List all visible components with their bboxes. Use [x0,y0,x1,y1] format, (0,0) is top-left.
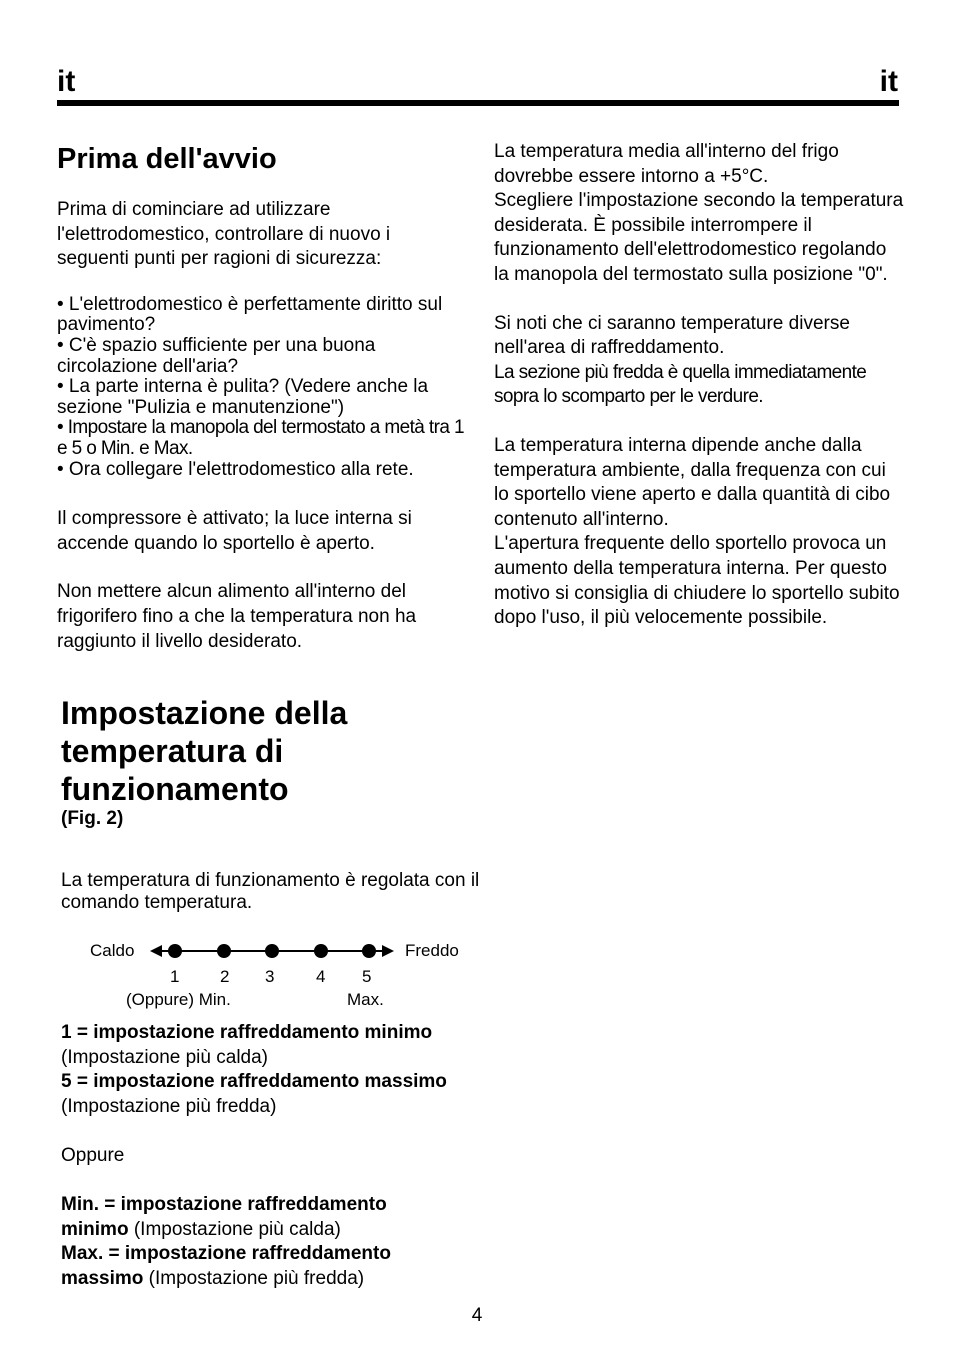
scale-dot [314,944,328,958]
scale-dot [362,944,376,958]
section-title-before-start: Prima dell'avvio [57,143,277,175]
scale-label-min: (Oppure) Min. [126,990,231,1009]
setting-min-bold: minimo [61,1218,129,1240]
setting-max-note: (Impostazione più fredda) [143,1267,365,1289]
regulated-paragraph: La temperatura di funzionamento è regolata con il comando temperatura. [61,870,480,913]
title-line: temperatura di [61,733,284,769]
thermostat-scale [60,935,480,1015]
setting-1-title: 1 = impostazione raffreddamento minimo [61,1022,433,1043]
list-item: • Ora collegare l'elettrodomestico alla rete. [57,458,414,480]
language-label-left: it [57,65,76,98]
intro-paragraph: Prima di cominciare ad utilizzare l'elettrodomestico, controllare di nuovo i seguenti punti per ragioni di sicurezza: [57,199,391,270]
safety-checklist [57,295,467,480]
setting-max-line [61,1267,481,1292]
title-line: Impostazione della [61,695,348,731]
setting-min-title: Min. = impostazione raffreddamento [61,1194,387,1216]
average-temperature-paragraph: La temperatura media all'interno del frigo dovrebbe essere intorno a +5°C. [494,141,839,187]
scale-label-cold: Freddo [405,941,459,960]
setting-max-bold: massimo [61,1267,144,1289]
scale-label-warm: Caldo [90,941,135,960]
header-rule [57,100,899,106]
temperature-zones-paragraph: Si noti che ci saranno temperature diverse nell'area di raffreddamento. [494,312,850,359]
setting-5-note: (Impostazione più fredda) [61,1095,277,1117]
figure-reference: (Fig. 2) [61,808,124,829]
scale-number: 4 [316,967,326,986]
scale-number: 2 [220,967,230,986]
setting-max-title: Max. = impostazione raffreddamento [61,1243,391,1265]
settings-legend [61,1021,481,1292]
setting-min-line [61,1218,481,1243]
compressor-paragraph: Il compressore è attivato; la luce interna si accende quando lo sportello è aperto. [57,508,412,554]
list-item: • C'è spazio sufficiente per una buona circolazione dell'aria? [57,334,376,377]
setting-5-title: 5 = impostazione raffreddamento massimo [61,1071,447,1093]
setting-1-note: (Impostazione più calda) [61,1046,268,1068]
scale-dot [217,944,231,958]
left-column [57,140,467,654]
or-text: Oppure [61,1144,125,1166]
right-column [494,140,904,631]
coldest-section-paragraph: La sezione più fredda è quella immediatamente sopra lo scomparto per le verdure. [494,361,867,408]
section-title-temperature-setting [61,694,481,808]
scale-number: 3 [265,967,275,986]
page-number: 4 [471,1305,483,1326]
list-item: • L'elettrodomestico è perfettamente diritto sul pavimento? [57,293,443,336]
scale-number: 5 [362,967,372,986]
list-item: • La parte interna è pulita? (Vedere anche la sezione "Pulizia e manutenzione") [57,376,429,418]
no-food-paragraph: Non mettere alcun alimento all'interno del frigorifero fino a che la temperatura non ha raggiunto il livello desiderato. [57,581,417,652]
internal-temperature-paragraph: La temperatura interna dipende anche dalla temperatura ambiente, dalla frequenza con cui lo sportello viene aperto e dalla quantità di cibo contenuto all'interno. [494,434,891,530]
arrow-right-icon [382,945,394,957]
scale-dot [265,944,279,958]
scale-dot [168,944,182,958]
door-opening-paragraph: L'apertura frequente dello sportello provoca un aumento della temperatura interna. Per questo motivo si consiglia di chiudere lo sportello subito dopo l'uso, il più velocemente possibile. [494,533,900,629]
arrow-left-icon [150,945,162,957]
title-line: funzionamento [61,771,289,807]
list-item: • Impostare la manopola del termostato a metà tra 1 e 5 o Min. e Max. [57,417,464,459]
scale-number: 1 [170,967,180,986]
setting-min-note: (Impostazione più calda) [128,1218,341,1240]
scale-label-max: Max. [347,990,384,1009]
choose-setting-paragraph: Scegliere l'impostazione secondo la temperatura desiderata. È possibile interrompere il funzionamento dell'elettrodomestico regolando la manopola del termostato sulla posizione "0". [494,190,904,285]
language-label-right: it [879,65,898,98]
